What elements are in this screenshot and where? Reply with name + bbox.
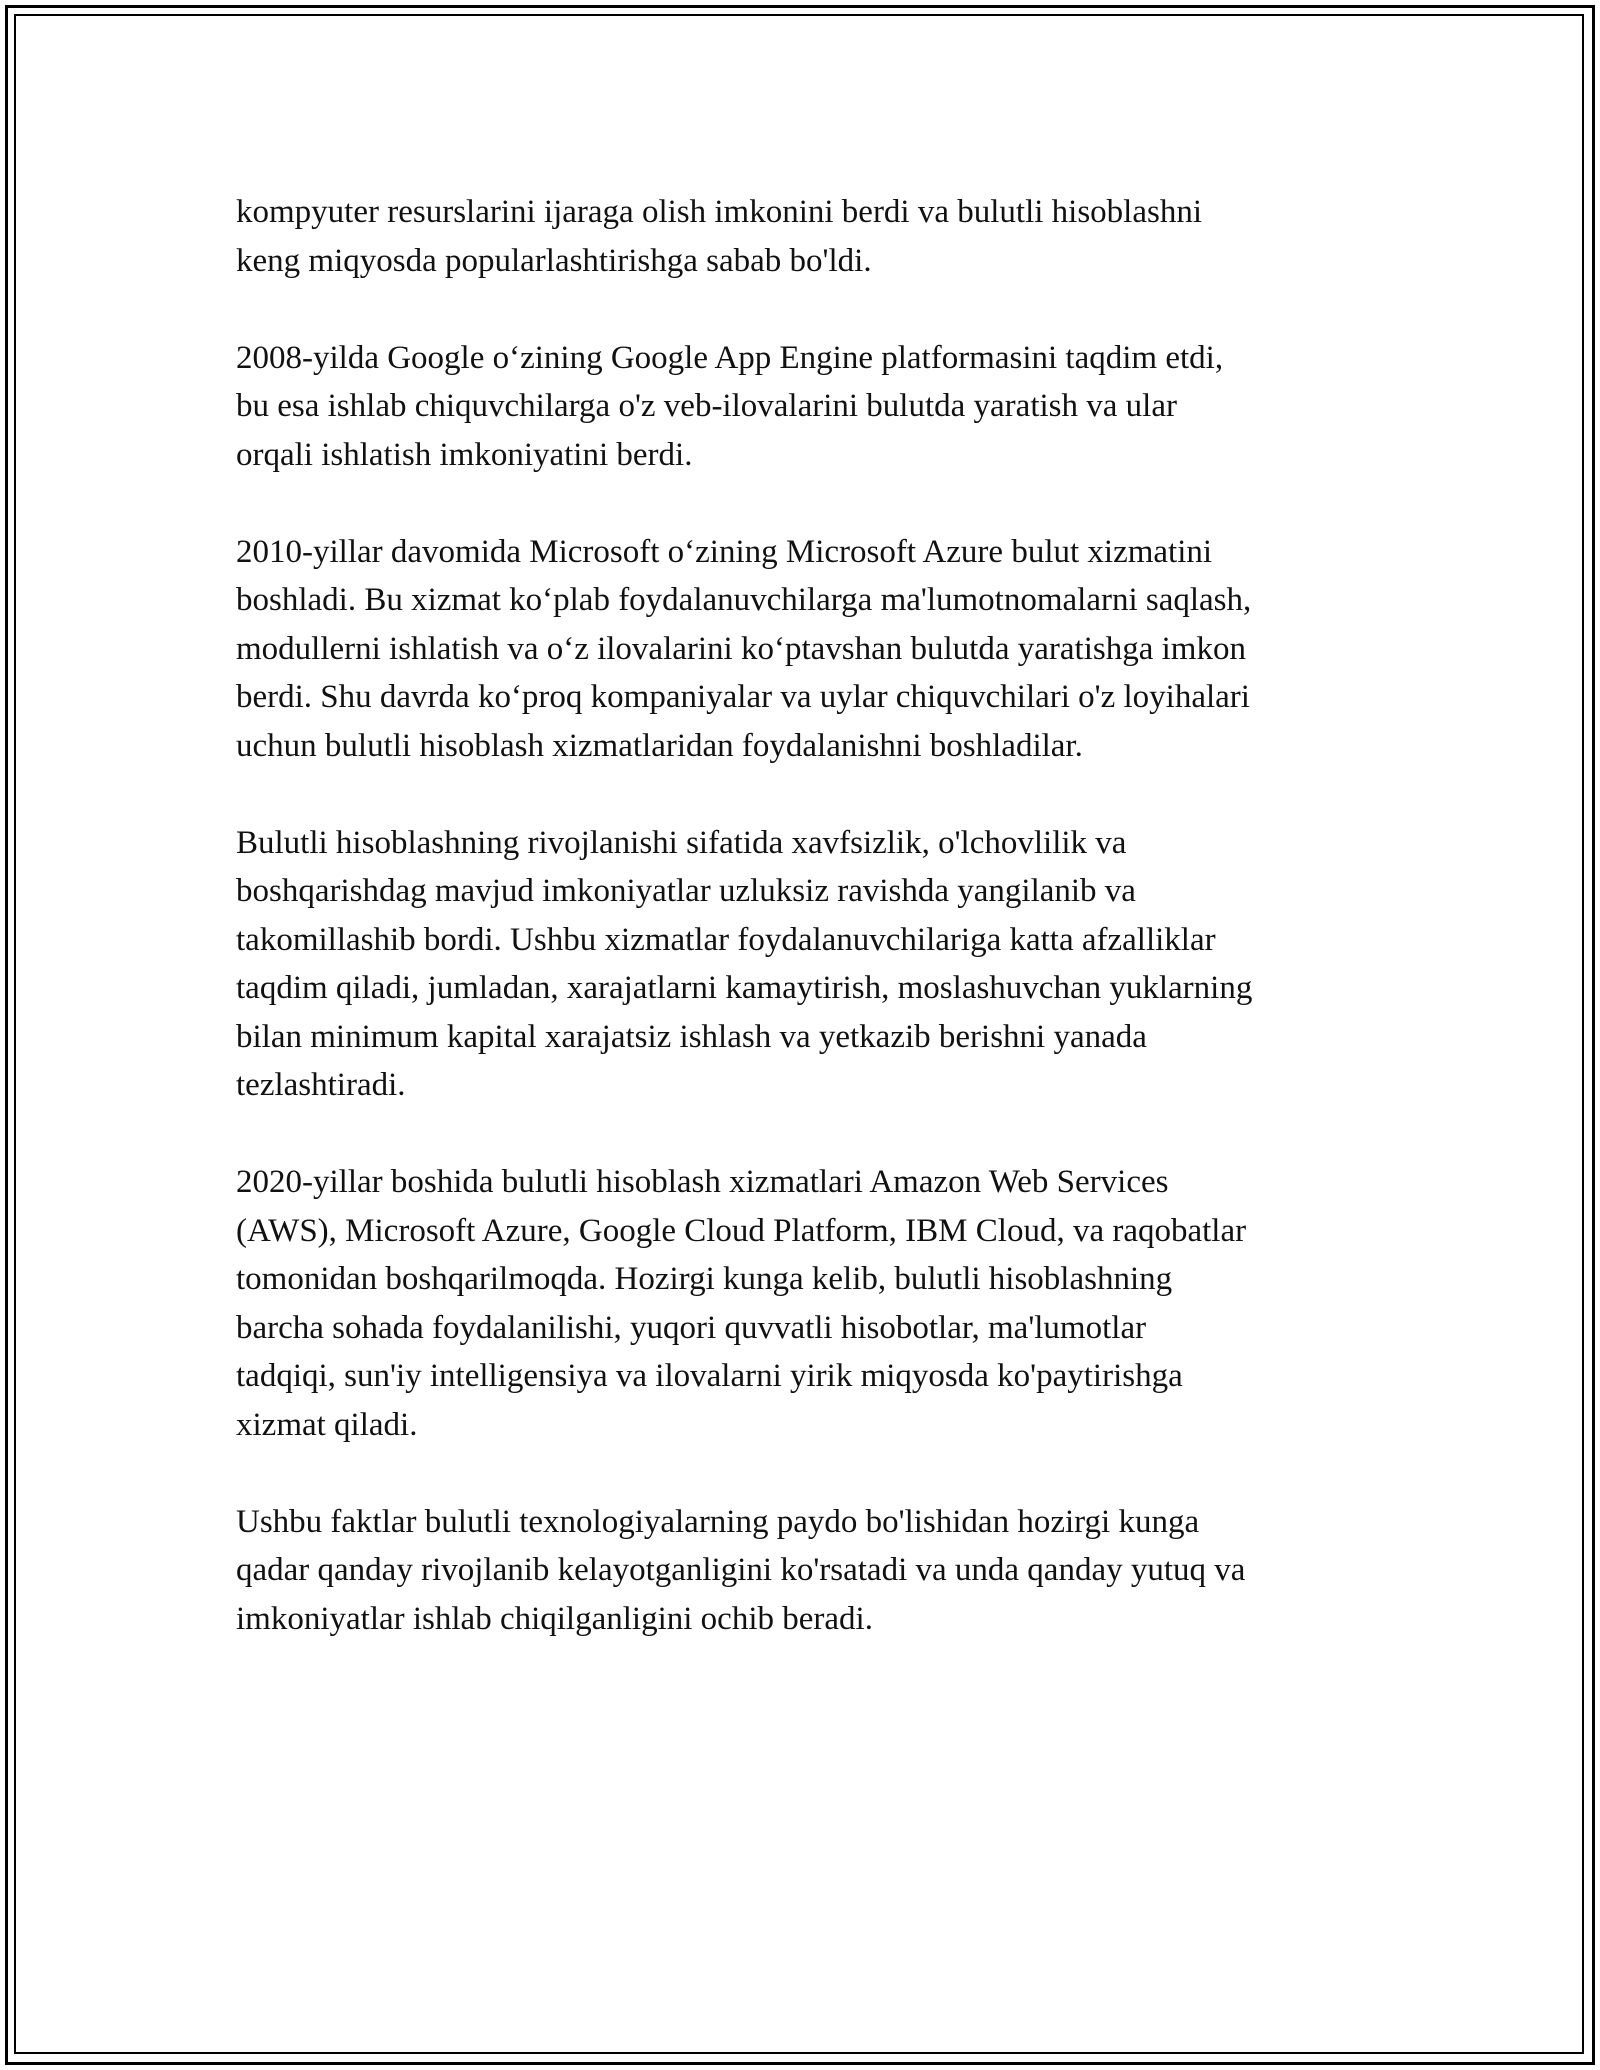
paragraph-aws-rental: kompyuter resurslarini ijaraga olish imkonini berdi va bulutli hisoblashni keng miqyosda popularlashtirishga sabab bo'ldi. [236,194,1203,279]
paragraph-conclusion: Ushbu faktlar bulutli texnologiyalarning paydo bo'lishidan hozirgi kunga qadar qanday rivojlanib kelayotganligini ko'rsatadi va unda qanday yutuq va imkoniyatlar ishlab chiqilganligini ochib beradi. [236,1503,1246,1637]
paragraph-cloud-development: Bulutli hisoblashning rivojlanishi sifatida xavfsizlik, o'lchovlilik va boshqarishdag mavjud imkoniyatlar uzluksiz ravishda yangilanib va takomillashib bordi. Ushbu xizmatlar foydalanuvchilariga katta afzalliklar taqdim qiladi, jumladan, xarajatlarni kamaytirish, moslashuvchan yuklarning bilan minimum kapital xarajatsiz ishlash va yetkazib berishni yanada tezlashtiradi. [236,824,1253,1103]
paragraph-microsoft-azure: 2010-yillar davomida Microsoft o‘zining Microsoft Azure bulut xizmatini boshladi. Bu xizmat ko‘plab foydalanuvchilarga ma'lumotnomalarni saqlash, modullerni ishlatish va o‘z ilovalarini ko‘ptavshan bulutda yaratishga imkon berdi. Shu davrda ko‘proq kompaniyalar va uylar chiquvchilari o'z loyihalari uchun bulutli hisoblash xizmatlaridan foydalanishni boshladilar. [236,533,1252,764]
paragraph-2020-cloud-providers: 2020-yillar boshida bulutli hisoblash xizmatlari Amazon Web Services (AWS), Microsoft Azure, Google Cloud Platform, IBM Cloud, va raqobatlar tomonidan boshqarilmoqda. Hozirgi kunga kelib, bulutli hisoblashning barcha sohada foydalanilishi, yuqori quvvatli hisobotlar, ma'lumotlar tadqiqi, sun'iy intelligensiya va ilovalarni yirik miqyosda ko'paytirishga xizmat qiladi. [236,1164,1247,1443]
paragraph-google-app-engine: 2008-yilda Google o‘zining Google App Engine platformasini taqdim etdi, bu esa ishlab chiquvchilarga o'z veb-ilovalarini bulutda yaratish va ular orqali ishlatish imkoniyatini berdi. [236,339,1224,473]
document-body [236,188,1396,1692]
